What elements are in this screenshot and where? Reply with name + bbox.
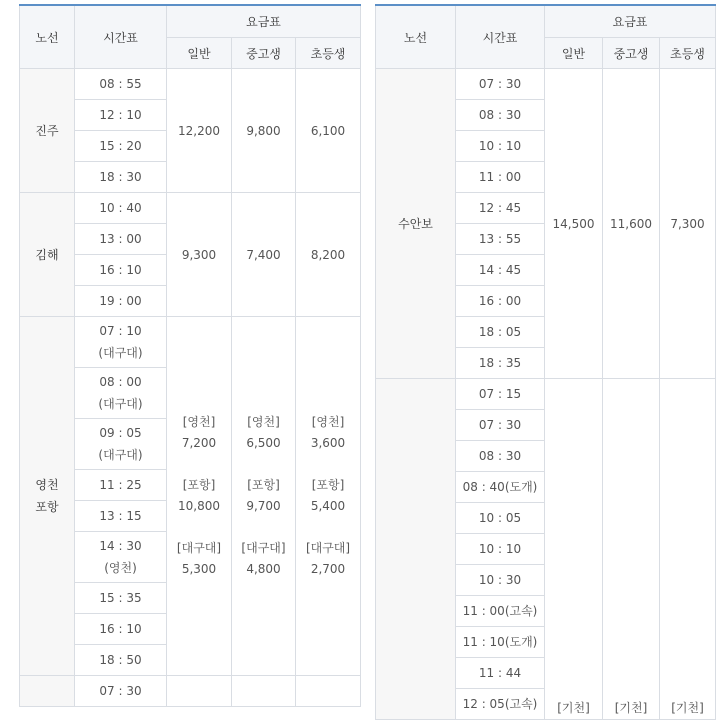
time-cell: 08 : 30 xyxy=(456,100,545,131)
fare-line: [기천] xyxy=(671,701,704,715)
fare-line: 7,200 xyxy=(181,436,217,450)
fare-line: [포항] xyxy=(311,478,345,492)
fare-line: [대구대] xyxy=(305,541,351,555)
time-cell: 15 : 35 xyxy=(75,583,167,614)
fare-line: 9,700 xyxy=(246,499,281,513)
header-route: 노선 xyxy=(20,5,75,69)
header-timetable: 시간표 xyxy=(456,5,545,69)
time-cell: 10 : 10 xyxy=(456,131,545,162)
fare-spacer xyxy=(167,517,231,538)
time-cell: 07 : 30 xyxy=(75,676,167,707)
fare-line: [대구대] xyxy=(241,541,286,555)
fare-cell xyxy=(232,676,296,707)
time-cell: 10 : 10 xyxy=(456,534,545,565)
fare-elementary: 7,300 xyxy=(660,69,716,379)
header-middle-high: 중고생 xyxy=(232,38,296,69)
fare-lines xyxy=(296,412,360,580)
time-value: 07 : 10 xyxy=(99,324,142,338)
fare-line: [기천] xyxy=(614,701,648,715)
fare-middle-high xyxy=(603,379,660,720)
fare-spacer xyxy=(167,454,231,475)
time-note: (대구대) xyxy=(98,448,143,462)
table-row xyxy=(376,379,716,410)
time-cell: 10 : 30 xyxy=(456,565,545,596)
fare-middle-high: 9,800 xyxy=(232,69,296,193)
time-cell: 12 : 45 xyxy=(456,193,545,224)
fare-spacer xyxy=(296,454,360,475)
fare-cell xyxy=(167,676,232,707)
fare-lines xyxy=(232,412,295,580)
route-jinju: 진주 xyxy=(20,69,75,193)
header-general: 일반 xyxy=(545,38,603,69)
fare-spacer xyxy=(232,517,295,538)
header-elementary: 초등생 xyxy=(296,38,361,69)
fare-spacer xyxy=(296,517,360,538)
fare-line: 5,300 xyxy=(181,562,217,576)
fare-line: 2,700 xyxy=(310,562,346,576)
time-cell: 14 : 45 xyxy=(456,255,545,286)
table-row xyxy=(20,193,361,224)
fare-elementary xyxy=(660,379,716,720)
time-cell: 18 : 35 xyxy=(456,348,545,379)
fare-middle-high: 11,600 xyxy=(603,69,660,379)
time-cell: 10 : 40 xyxy=(75,193,167,224)
time-cell: 13 : 15 xyxy=(75,501,167,532)
time-cell xyxy=(75,368,167,419)
time-cell: 12 : 10 xyxy=(75,100,167,131)
route-cell xyxy=(20,676,75,707)
fare-line: 6,500 xyxy=(246,436,281,450)
fare-lines xyxy=(167,412,231,580)
table-row xyxy=(20,69,361,100)
fare-table-left xyxy=(19,4,361,707)
fare-elementary: 8,200 xyxy=(296,193,361,317)
time-value: 14 : 30 xyxy=(99,539,142,553)
time-cell: 11 : 44 xyxy=(456,658,545,689)
time-cell: 12 : 05(고속) xyxy=(456,689,545,720)
time-value: 08 : 00 xyxy=(99,375,142,389)
time-cell: 13 : 00 xyxy=(75,224,167,255)
time-cell: 19 : 00 xyxy=(75,286,167,317)
route-cell xyxy=(376,379,456,720)
fare-general: 14,500 xyxy=(545,69,603,379)
time-cell: 18 : 05 xyxy=(456,317,545,348)
fare-line: [대구대] xyxy=(176,541,222,555)
time-cell xyxy=(75,532,167,583)
time-cell: 16 : 10 xyxy=(75,614,167,645)
time-cell: 18 : 50 xyxy=(75,645,167,676)
table-row xyxy=(20,676,361,707)
header-elementary: 초등생 xyxy=(660,38,716,69)
table-row xyxy=(376,69,716,100)
fare-table-right xyxy=(375,4,716,720)
time-cell xyxy=(75,419,167,470)
fare-general: 9,300 xyxy=(167,193,232,317)
fare-line: [포항] xyxy=(247,478,280,492)
time-cell: 10 : 05 xyxy=(456,503,545,534)
fare-line: 3,600 xyxy=(310,436,346,450)
route-yeongcheon-pohang xyxy=(20,317,75,676)
time-cell: 11 : 25 xyxy=(75,470,167,501)
fare-line: [영천] xyxy=(311,415,345,429)
time-cell: 11 : 00 xyxy=(456,162,545,193)
time-cell: 07 : 30 xyxy=(456,69,545,100)
route-name-line: 영천 xyxy=(35,478,59,492)
table-row xyxy=(20,317,361,368)
time-cell: 08 : 30 xyxy=(456,441,545,472)
fare-general xyxy=(545,379,603,720)
time-cell: 13 : 55 xyxy=(456,224,545,255)
time-cell: 11 : 00(고속) xyxy=(456,596,545,627)
fare-spacer xyxy=(232,454,295,475)
time-cell: 18 : 30 xyxy=(75,162,167,193)
fare-middle-high xyxy=(232,317,296,676)
fare-line: [포항] xyxy=(182,478,216,492)
header-fare: 요금표 xyxy=(167,5,361,38)
time-cell: 08 : 55 xyxy=(75,69,167,100)
fare-middle-high: 7,400 xyxy=(232,193,296,317)
time-cell: 08 : 40(도개) xyxy=(456,472,545,503)
header-middle-high: 중고생 xyxy=(603,38,660,69)
time-note: (대구대) xyxy=(98,397,143,411)
header-route: 노선 xyxy=(376,5,456,69)
time-cell xyxy=(75,317,167,368)
fare-general: 12,200 xyxy=(167,69,232,193)
fare-elementary: 6,100 xyxy=(296,69,361,193)
route-name-line: 포항 xyxy=(35,500,59,514)
time-cell: 16 : 00 xyxy=(456,286,545,317)
fare-line: [기천] xyxy=(557,701,590,715)
time-cell: 15 : 20 xyxy=(75,131,167,162)
time-value: 09 : 05 xyxy=(99,426,142,440)
time-cell: 11 : 10(도개) xyxy=(456,627,545,658)
header-general: 일반 xyxy=(167,38,232,69)
time-note: (대구대) xyxy=(98,346,143,360)
time-cell: 07 : 15 xyxy=(456,379,545,410)
fare-line: 10,800 xyxy=(178,499,220,513)
fare-line: [영천] xyxy=(247,415,280,429)
time-cell: 07 : 30 xyxy=(456,410,545,441)
fare-cell xyxy=(296,676,361,707)
fare-general xyxy=(167,317,232,676)
header-timetable: 시간표 xyxy=(75,5,167,69)
route-gimhae: 김해 xyxy=(20,193,75,317)
time-cell: 16 : 10 xyxy=(75,255,167,286)
fare-line: [영천] xyxy=(182,415,216,429)
header-fare: 요금표 xyxy=(545,5,716,38)
route-suanbo: 수안보 xyxy=(376,69,456,379)
fare-elementary xyxy=(296,317,361,676)
fare-line: 4,800 xyxy=(246,562,281,576)
time-note: (영천) xyxy=(104,561,137,575)
fare-line: 5,400 xyxy=(310,499,346,513)
